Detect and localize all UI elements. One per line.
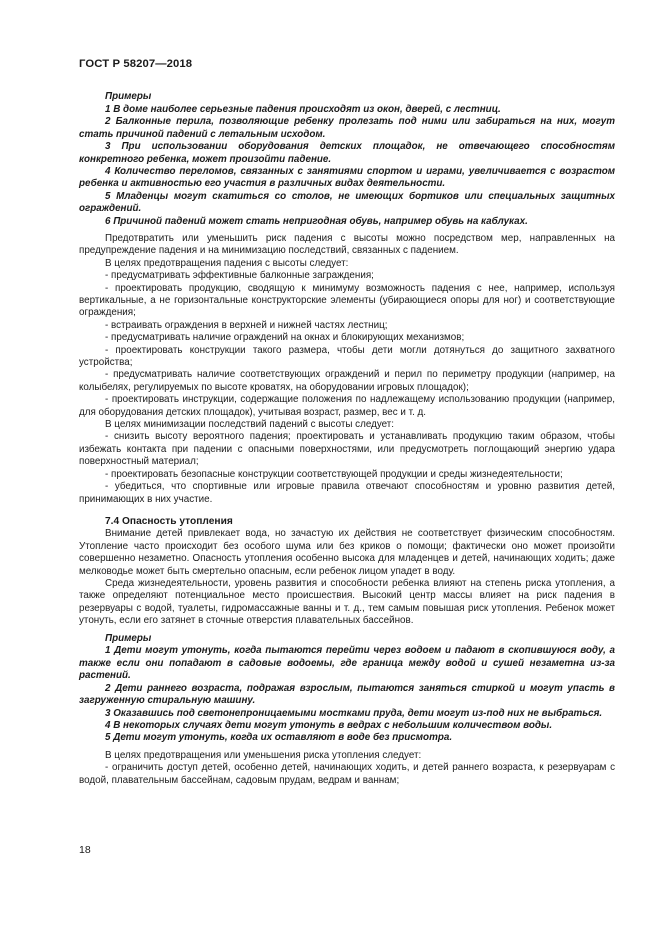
example-item: 3 Оказавшись под светонепроницаемыми мостками пруда, дети могут из-под них не выбраться.: [105, 707, 603, 719]
list-item: - снизить высоту вероятного падения; проектировать и устанавливать продукцию таким образом, чтобы избежать контакта при падении с опасными поверхностями, или предусмотреть поглощающий энергию удара поверхностный материал;: [79, 431, 615, 468]
doc-header: ГОСТ Р 58207—2018: [79, 58, 193, 70]
examples-heading: Примеры: [105, 632, 152, 644]
example-item: 5 Младенцы могут скатиться со столов, не имеющих бортиков или специальных защитных ограждений.: [79, 190, 615, 215]
section-paragraph: Среда жизнедеятельности, уровень развития и способности ребенка влияют на степень риска утопления, а также определяют потенциальное место происшествия. Высокий центр массы влияет на риск падения в резервуары с водой, туалеты, гидромассажные ванны и т. д., тем самым повышая риск утопления. Ребенок может утонуть, если его затянет в сточные отверстия плавательных бассейнов.: [79, 577, 615, 627]
section-title: 7.4 Опасность утопления: [105, 515, 233, 527]
example-item: 1 В доме наиболее серьезные падения происходят из окон, дверей, с лестниц.: [105, 103, 501, 115]
examples-heading: Примеры: [105, 91, 152, 102]
example-item: 3 При использовании оборудования детских площадок, не отвечающего способностям конкретного ребенка, может произойти падение.: [79, 141, 615, 165]
example-item: 4 В некоторых случаях дети могут утонуть в ведрах с небольшим количеством воды.: [105, 719, 553, 731]
example-item: 4 Количество переломов, связанных с занятиями спортом и играми, увеличивается с возрастом ребенка и активностью его участия в различных видах деятельности.: [79, 165, 615, 190]
list-item: - ограничить доступ детей, особенно детей, начинающих ходить, и детей раннего возраста, к резервуарам с водой, плавательным бассейнам, садовым прудам, ведрам и ваннам;: [79, 762, 615, 786]
falls-intro: Предотвратить или уменьшить риск падения с высоты можно посредством мер, направленных на предупреждение падения и на минимизацию последствий, связанных с падением.: [79, 232, 615, 257]
list-item: - встраивать ограждения в верхней и нижней частях лестниц;: [105, 319, 388, 331]
example-item: 6 Причиной падений может стать непригодная обувь, например обувь на каблуках.: [105, 215, 528, 227]
example-item: 5 Дети могут утонуть, когда их оставляют в воде без присмотра.: [105, 732, 453, 744]
examples-falls: [79, 91, 615, 228]
examples-drowning: [79, 633, 615, 745]
list-item: - проектировать инструкции, содержащие положения по надлежащему использованию продукции (например, для оборудования детских площадок), учитывая возраст, размер, вес и т. д.: [79, 394, 615, 418]
falls-prevention-lead: В целях предотвращения падения с высоты следует:: [105, 257, 349, 269]
example-item: 2 Дети раннего возраста, подражая взрослым, пытаются заняться стиркой и могут упасть в загруженную стиральную машину.: [79, 682, 615, 707]
page-body: [79, 91, 615, 787]
list-item: - предусматривать наличие ограждений на окнах и блокирующих механизмов;: [105, 332, 465, 344]
example-item: 1 Дети могут утонуть, когда пытаются перейти через водоем и падают в скопившуюся воду, а также если они попадают в садовые водоемы, где граница между водой и сушей незаметна из-за растений.: [79, 645, 615, 682]
falls-mitigation-lead: В целях минимизации последствий падений с высоты следует:: [105, 419, 395, 431]
page-number: 18: [79, 844, 91, 856]
example-item: 2 Балконные перила, позволяющие ребенку пролезать под ними или забираться на них, могут стать причиной падений с летальным исходом.: [79, 116, 615, 140]
list-item: - проектировать безопасные конструкции соответствующей продукции и среды жизнедеятельности;: [105, 468, 563, 480]
list-item: - проектировать конструкции такого размера, чтобы дети могли дотянуться до защитного захватного устройства;: [79, 344, 615, 369]
list-item: - предусматривать наличие соответствующих ограждений и перил по периметру продукции (например, на колыбелях, регулируемых по высоте кроватях, на оборудовании игровых площадок);: [79, 369, 615, 393]
section-paragraph: Внимание детей привлекает вода, но зачастую их действия не соответствует физическим способностям. Утопление часто происходит без особого шума или без криков о помощи; фактически оно может произойти совершенно незаметно. Опасность утопления особенно высока для младенцев и детей, начинающих ходить; даже мелководье может быть смертельно опасным, если ребенок лицом упадет в воду.: [79, 528, 615, 577]
list-item: - убедиться, что спортивные или игровые правила отвечают способностям и уровню развития детей, принимающих в них участие.: [79, 481, 615, 505]
drowning-lead: В целях предотвращения или уменьшения риска утопления следует:: [105, 749, 422, 761]
list-item: - проектировать продукцию, сводящую к минимуму возможность падения с нее, например, используя вертикальные, а не горизонтальные конструкторские элементы (убирающиеся опоры для ног) и соответствующие ограждения;: [79, 282, 615, 319]
list-item: - предусматривать эффективные балконные заграждения;: [105, 270, 374, 282]
